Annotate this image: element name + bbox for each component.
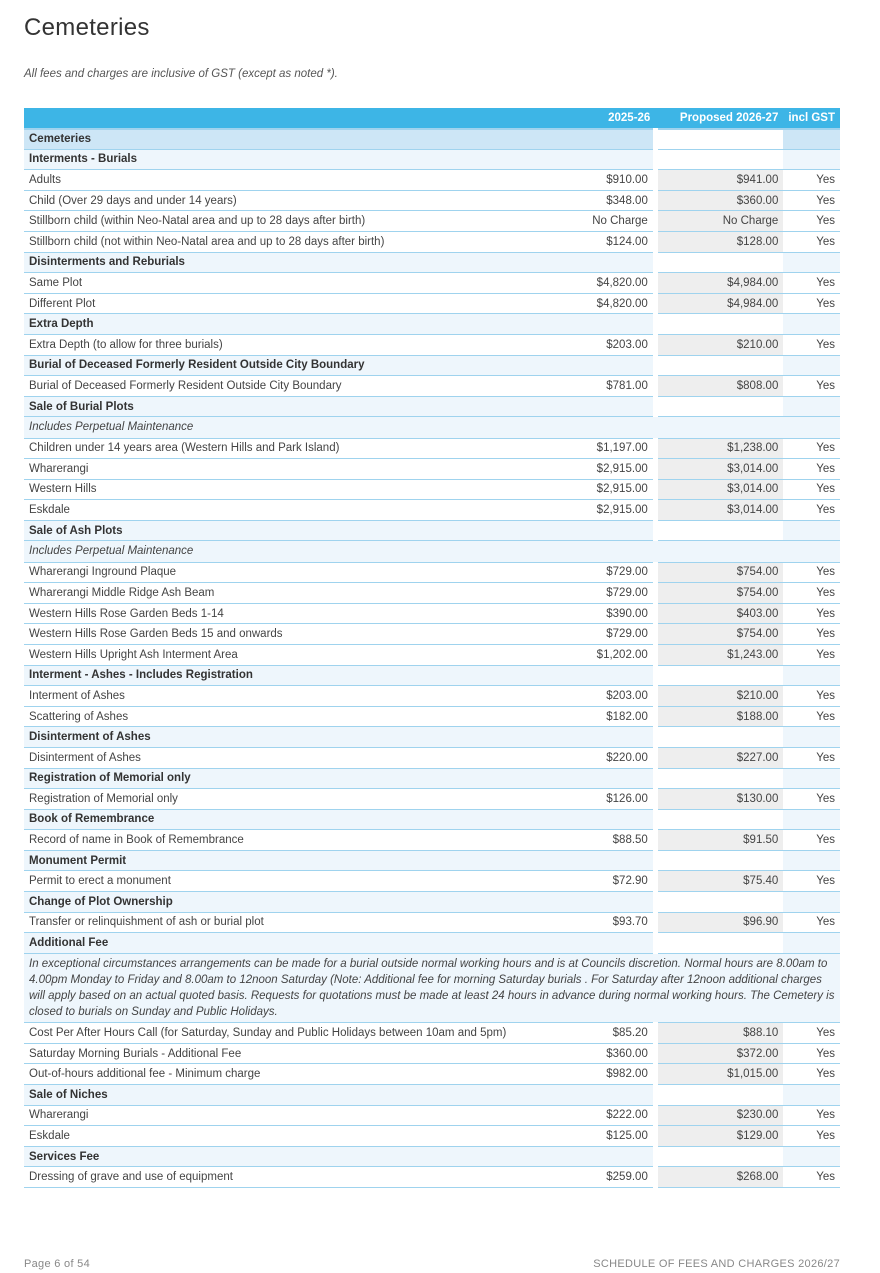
row-label: Child (Over 29 days and under 14 years)	[24, 190, 527, 211]
row-label: Transfer or relinquishment of ash or burial plot	[24, 912, 527, 933]
section-header-row	[24, 396, 840, 417]
incl-gst: Yes	[783, 376, 840, 397]
incl-gst: Yes	[783, 644, 840, 665]
incl-gst: Yes	[783, 479, 840, 500]
row-label: Burial of Deceased Formerly Resident Outside City Boundary	[24, 355, 527, 376]
incl-gst: Yes	[783, 232, 840, 253]
fee-proposed-2026-27: $230.00	[655, 1105, 783, 1126]
fee-2025-26: $4,820.00	[527, 293, 655, 314]
note-text: Includes Perpetual Maintenance	[24, 417, 840, 438]
fee-2025-26	[527, 850, 655, 871]
row-label: Extra Depth	[24, 314, 527, 335]
fee-2025-26: $88.50	[527, 830, 655, 851]
fee-2025-26: $729.00	[527, 624, 655, 645]
incl-gst: Yes	[783, 686, 840, 707]
table-row	[24, 293, 840, 314]
fee-proposed-2026-27: $4,984.00	[655, 273, 783, 294]
fee-proposed-2026-27	[655, 1085, 783, 1106]
fee-2025-26	[527, 809, 655, 830]
fee-2025-26: $222.00	[527, 1105, 655, 1126]
table-row	[24, 459, 840, 480]
incl-gst: Yes	[783, 1023, 840, 1044]
section-header-row	[24, 129, 840, 150]
fees-table	[24, 108, 840, 1188]
row-label: Adults	[24, 170, 527, 191]
table-row	[24, 1126, 840, 1147]
incl-gst	[783, 933, 840, 954]
row-label: Sale of Ash Plots	[24, 520, 527, 541]
table-row	[24, 1064, 840, 1085]
incl-gst: Yes	[783, 1167, 840, 1188]
row-label: Same Plot	[24, 273, 527, 294]
fee-proposed-2026-27: $75.40	[655, 871, 783, 892]
row-label: Scattering of Ashes	[24, 706, 527, 727]
fee-proposed-2026-27: $754.00	[655, 562, 783, 583]
incl-gst: Yes	[783, 747, 840, 768]
row-label: Different Plot	[24, 293, 527, 314]
incl-gst: Yes	[783, 871, 840, 892]
fee-2025-26	[527, 149, 655, 170]
fee-2025-26	[527, 355, 655, 376]
section-header-row	[24, 252, 840, 273]
fee-proposed-2026-27: $91.50	[655, 830, 783, 851]
section-header-row	[24, 355, 840, 376]
fee-2025-26: $360.00	[527, 1043, 655, 1064]
row-label: Saturday Morning Burials - Additional Fee	[24, 1043, 527, 1064]
incl-gst: Yes	[783, 1043, 840, 1064]
incl-gst	[783, 520, 840, 541]
fee-2025-26	[527, 933, 655, 954]
incl-gst	[783, 355, 840, 376]
incl-gst	[783, 314, 840, 335]
section-header-row	[24, 1085, 840, 1106]
note-text: In exceptional circumstances arrangements can be made for a burial outside normal working hours and is at Councils discretion. Normal hours are 8.00am to 4.00pm Monday to Friday and 8.00am to 12noon Saturday (Note: Additional fee for morning Saturday burials . For Saturday after 12noon additional charges will apply based on an actual quoted basis. Requests for quotations must be made at least 24 hours in advance during normal working hours. The Cemetery is closed to burials on Sunday and Public Holidays.	[24, 953, 840, 1022]
incl-gst: Yes	[783, 624, 840, 645]
incl-gst: Yes	[783, 912, 840, 933]
table-row	[24, 500, 840, 521]
row-label: Cost Per After Hours Call (for Saturday, Sunday and Public Holidays between 10am and 5pm)	[24, 1023, 527, 1044]
row-label: Disinterment of Ashes	[24, 747, 527, 768]
row-label: Eskdale	[24, 500, 527, 521]
incl-gst	[783, 149, 840, 170]
table-row	[24, 912, 840, 933]
fee-2025-26: $124.00	[527, 232, 655, 253]
fee-2025-26	[527, 892, 655, 913]
fee-proposed-2026-27: $1,015.00	[655, 1064, 783, 1085]
fee-proposed-2026-27	[655, 1146, 783, 1167]
incl-gst: Yes	[783, 603, 840, 624]
table-row	[24, 686, 840, 707]
fee-2025-26	[527, 520, 655, 541]
page-title: Cemeteries	[24, 14, 150, 41]
section-header-row	[24, 850, 840, 871]
fee-proposed-2026-27: $1,243.00	[655, 644, 783, 665]
row-label: Services Fee	[24, 1146, 527, 1167]
incl-gst	[783, 129, 840, 150]
fee-proposed-2026-27: No Charge	[655, 211, 783, 232]
fee-proposed-2026-27: $129.00	[655, 1126, 783, 1147]
fee-2025-26: $182.00	[527, 706, 655, 727]
incl-gst: Yes	[783, 190, 840, 211]
fee-2025-26	[527, 1146, 655, 1167]
fee-proposed-2026-27	[655, 768, 783, 789]
fee-2025-26: $203.00	[527, 335, 655, 356]
incl-gst: Yes	[783, 789, 840, 810]
table-row	[24, 747, 840, 768]
table-row	[24, 562, 840, 583]
table-header	[24, 108, 840, 129]
fee-2025-26: $982.00	[527, 1064, 655, 1085]
fee-2025-26	[527, 129, 655, 150]
incl-gst: Yes	[783, 583, 840, 604]
incl-gst: Yes	[783, 562, 840, 583]
row-label: Cemeteries	[24, 129, 527, 150]
table-row	[24, 170, 840, 191]
fee-proposed-2026-27: $188.00	[655, 706, 783, 727]
fee-2025-26: $781.00	[527, 376, 655, 397]
table-row	[24, 871, 840, 892]
row-label: Additional Fee	[24, 933, 527, 954]
row-label: Extra Depth (to allow for three burials)	[24, 335, 527, 356]
table-row	[24, 583, 840, 604]
fee-2025-26	[527, 665, 655, 686]
fee-2025-26: $910.00	[527, 170, 655, 191]
section-header-row	[24, 809, 840, 830]
fee-proposed-2026-27: $808.00	[655, 376, 783, 397]
fee-proposed-2026-27: $130.00	[655, 789, 783, 810]
row-label: Interments - Burials	[24, 149, 527, 170]
row-label: Record of name in Book of Remembrance	[24, 830, 527, 851]
fee-2025-26: $2,915.00	[527, 479, 655, 500]
col-incl-gst: incl GST	[783, 108, 840, 129]
col-proposed: Proposed 2026-27	[655, 108, 783, 129]
incl-gst: Yes	[783, 335, 840, 356]
fee-proposed-2026-27: $227.00	[655, 747, 783, 768]
fee-2025-26: $390.00	[527, 603, 655, 624]
fee-proposed-2026-27	[655, 850, 783, 871]
incl-gst	[783, 1146, 840, 1167]
incl-gst: Yes	[783, 273, 840, 294]
row-label: Burial of Deceased Formerly Resident Outside City Boundary	[24, 376, 527, 397]
fee-2025-26: $4,820.00	[527, 273, 655, 294]
section-header-row	[24, 933, 840, 954]
table-row	[24, 1167, 840, 1188]
note-row	[24, 541, 840, 562]
fee-proposed-2026-27	[655, 727, 783, 748]
fee-2025-26: $729.00	[527, 562, 655, 583]
fee-proposed-2026-27	[655, 314, 783, 335]
incl-gst: Yes	[783, 438, 840, 459]
section-header-row	[24, 149, 840, 170]
fee-proposed-2026-27: $96.90	[655, 912, 783, 933]
fee-2025-26: $1,202.00	[527, 644, 655, 665]
fee-2025-26: $259.00	[527, 1167, 655, 1188]
fee-proposed-2026-27	[655, 396, 783, 417]
incl-gst: Yes	[783, 170, 840, 191]
note-row	[24, 953, 840, 1022]
incl-gst: Yes	[783, 830, 840, 851]
table-row	[24, 603, 840, 624]
section-header-row	[24, 314, 840, 335]
fee-2025-26: $125.00	[527, 1126, 655, 1147]
table-row	[24, 830, 840, 851]
incl-gst	[783, 768, 840, 789]
fee-2025-26: $203.00	[527, 686, 655, 707]
row-label: Wharerangi Middle Ridge Ash Beam	[24, 583, 527, 604]
incl-gst: Yes	[783, 706, 840, 727]
section-header-row	[24, 892, 840, 913]
row-label: Children under 14 years area (Western Hills and Park Island)	[24, 438, 527, 459]
fee-proposed-2026-27	[655, 892, 783, 913]
incl-gst	[783, 727, 840, 748]
fee-proposed-2026-27	[655, 149, 783, 170]
row-label: Stillborn child (within Neo-Natal area and up to 28 days after birth)	[24, 211, 527, 232]
incl-gst	[783, 850, 840, 871]
table-row	[24, 211, 840, 232]
incl-gst: Yes	[783, 500, 840, 521]
row-label: Western Hills Upright Ash Interment Area	[24, 644, 527, 665]
row-label: Disinterment of Ashes	[24, 727, 527, 748]
table-row	[24, 190, 840, 211]
fee-proposed-2026-27: $3,014.00	[655, 459, 783, 480]
table-row	[24, 1105, 840, 1126]
fee-proposed-2026-27: $210.00	[655, 686, 783, 707]
section-header-row	[24, 727, 840, 748]
row-label: Interment of Ashes	[24, 686, 527, 707]
row-label: Dressing of grave and use of equipment	[24, 1167, 527, 1188]
row-label: Stillborn child (not within Neo-Natal area and up to 28 days after birth)	[24, 232, 527, 253]
section-header-row	[24, 768, 840, 789]
fee-2025-26: $2,915.00	[527, 500, 655, 521]
fee-2025-26: $72.90	[527, 871, 655, 892]
fee-2025-26: $2,915.00	[527, 459, 655, 480]
incl-gst	[783, 892, 840, 913]
row-label: Western Hills	[24, 479, 527, 500]
table-row	[24, 624, 840, 645]
table-row	[24, 1023, 840, 1044]
fee-proposed-2026-27	[655, 665, 783, 686]
fee-2025-26	[527, 252, 655, 273]
section-header-row	[24, 665, 840, 686]
row-label: Interment - Ashes - Includes Registration	[24, 665, 527, 686]
fee-proposed-2026-27	[655, 252, 783, 273]
incl-gst: Yes	[783, 1064, 840, 1085]
fee-2025-26: $1,197.00	[527, 438, 655, 459]
row-label: Western Hills Rose Garden Beds 1-14	[24, 603, 527, 624]
gst-note: All fees and charges are inclusive of GST (except as noted *).	[24, 68, 338, 80]
fee-proposed-2026-27	[655, 933, 783, 954]
fee-2025-26	[527, 1085, 655, 1106]
section-header-row	[24, 520, 840, 541]
fee-2025-26	[527, 314, 655, 335]
document-title: SCHEDULE OF FEES AND CHARGES 2026/27	[593, 1258, 840, 1270]
row-label: Out-of-hours additional fee - Minimum charge	[24, 1064, 527, 1085]
incl-gst: Yes	[783, 211, 840, 232]
fee-proposed-2026-27: $403.00	[655, 603, 783, 624]
incl-gst	[783, 1085, 840, 1106]
table-row	[24, 232, 840, 253]
fee-proposed-2026-27: $754.00	[655, 583, 783, 604]
page-number: Page 6 of 54	[24, 1258, 90, 1270]
table-row	[24, 706, 840, 727]
fee-proposed-2026-27: $1,238.00	[655, 438, 783, 459]
row-label: Book of Remembrance	[24, 809, 527, 830]
row-label: Wharerangi Inground Plaque	[24, 562, 527, 583]
row-label: Eskdale	[24, 1126, 527, 1147]
incl-gst: Yes	[783, 1105, 840, 1126]
fee-2025-26: $93.70	[527, 912, 655, 933]
fee-proposed-2026-27: $268.00	[655, 1167, 783, 1188]
incl-gst	[783, 396, 840, 417]
section-header-row	[24, 1146, 840, 1167]
row-label: Permit to erect a monument	[24, 871, 527, 892]
fee-2025-26: $729.00	[527, 583, 655, 604]
incl-gst: Yes	[783, 1126, 840, 1147]
row-label: Registration of Memorial only	[24, 768, 527, 789]
row-label: Change of Plot Ownership	[24, 892, 527, 913]
row-label: Monument Permit	[24, 850, 527, 871]
fee-proposed-2026-27: $360.00	[655, 190, 783, 211]
fee-proposed-2026-27: $4,984.00	[655, 293, 783, 314]
fee-proposed-2026-27	[655, 520, 783, 541]
fee-2025-26	[527, 396, 655, 417]
incl-gst	[783, 252, 840, 273]
table-row	[24, 644, 840, 665]
incl-gst: Yes	[783, 459, 840, 480]
table-row	[24, 273, 840, 294]
row-label: Sale of Burial Plots	[24, 396, 527, 417]
row-label: Disinterments and Reburials	[24, 252, 527, 273]
row-label: Sale of Niches	[24, 1085, 527, 1106]
table-row	[24, 438, 840, 459]
incl-gst	[783, 665, 840, 686]
fee-2025-26: No Charge	[527, 211, 655, 232]
row-label: Wharerangi	[24, 459, 527, 480]
fee-2025-26: $85.20	[527, 1023, 655, 1044]
fee-proposed-2026-27	[655, 355, 783, 376]
fee-2025-26: $126.00	[527, 789, 655, 810]
incl-gst: Yes	[783, 293, 840, 314]
table-row	[24, 1043, 840, 1064]
fee-proposed-2026-27: $372.00	[655, 1043, 783, 1064]
fee-proposed-2026-27: $128.00	[655, 232, 783, 253]
row-label: Wharerangi	[24, 1105, 527, 1126]
fee-proposed-2026-27	[655, 809, 783, 830]
fee-proposed-2026-27: $3,014.00	[655, 500, 783, 521]
note-row	[24, 417, 840, 438]
row-label: Registration of Memorial only	[24, 789, 527, 810]
incl-gst	[783, 809, 840, 830]
fee-proposed-2026-27: $210.00	[655, 335, 783, 356]
fee-proposed-2026-27: $88.10	[655, 1023, 783, 1044]
fee-2025-26: $348.00	[527, 190, 655, 211]
col-description	[24, 108, 527, 129]
fee-2025-26	[527, 727, 655, 748]
fee-proposed-2026-27: $3,014.00	[655, 479, 783, 500]
table-row	[24, 789, 840, 810]
row-label: Western Hills Rose Garden Beds 15 and onwards	[24, 624, 527, 645]
table-row	[24, 335, 840, 356]
col-2025-26: 2025-26	[527, 108, 655, 129]
table-row	[24, 479, 840, 500]
note-text: Includes Perpetual Maintenance	[24, 541, 840, 562]
fee-proposed-2026-27: $754.00	[655, 624, 783, 645]
fee-proposed-2026-27	[655, 129, 783, 150]
fee-2025-26: $220.00	[527, 747, 655, 768]
table-row	[24, 376, 840, 397]
fee-proposed-2026-27: $941.00	[655, 170, 783, 191]
fee-2025-26	[527, 768, 655, 789]
